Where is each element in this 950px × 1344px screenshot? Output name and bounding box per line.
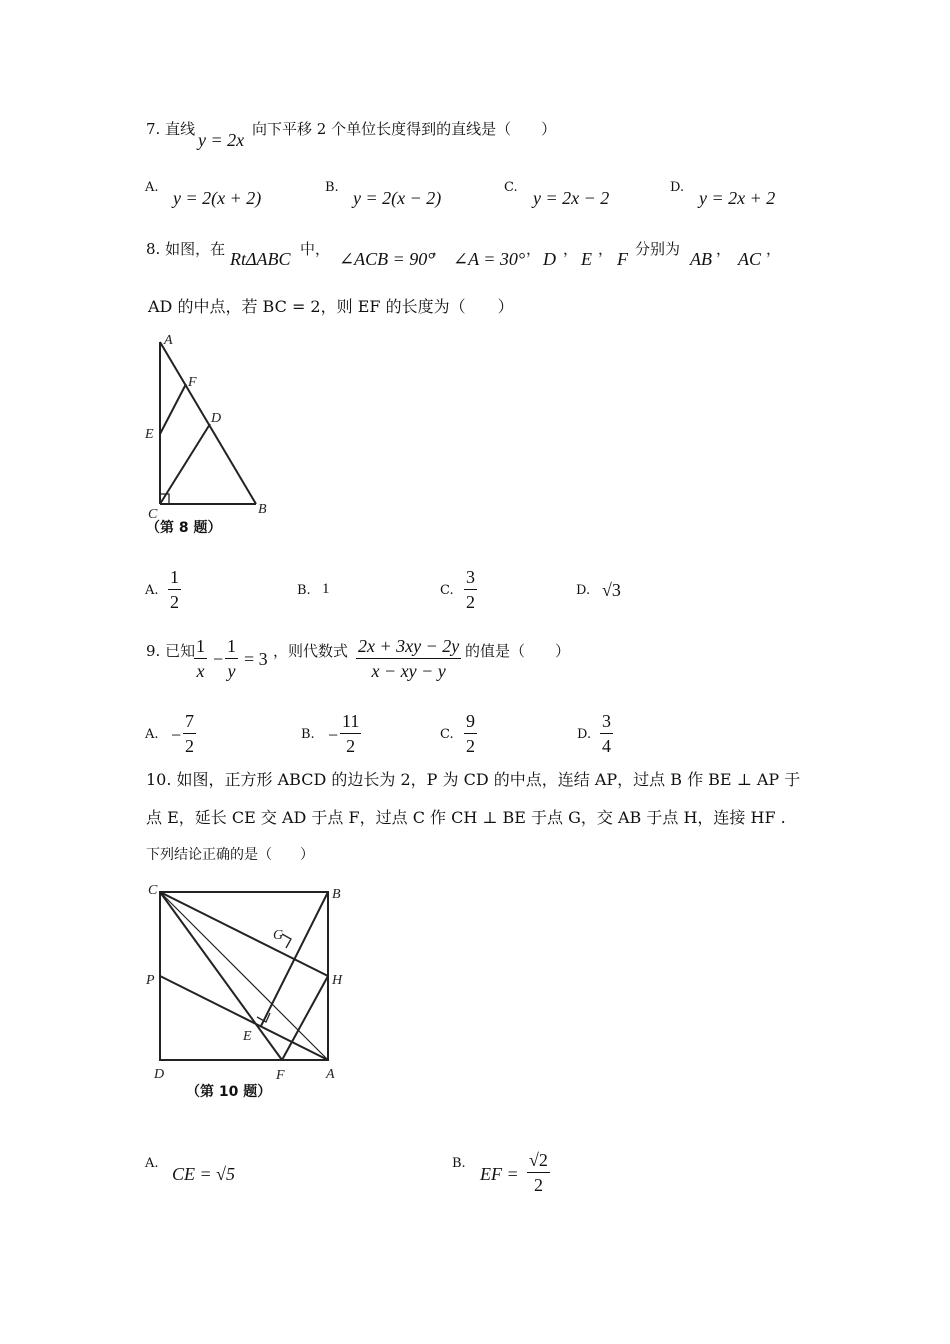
q10-segment-cf: [160, 892, 282, 1060]
q8-prefix: 8. 如图，在: [146, 240, 226, 258]
q8-label-f: F: [188, 375, 197, 390]
q10-line1: 10. 如图，正方形 ABCD 的边长为 2，P 为 CD 的中点，连结 AP，过点 B 作 BE ⊥ AP 于: [146, 770, 801, 789]
q10-label-h: H: [332, 973, 343, 988]
q9-minus: −: [213, 649, 224, 669]
q8-option-b: 1: [322, 581, 330, 597]
q9-equals: = 3: [244, 649, 268, 669]
q10-figure: [140, 876, 360, 1086]
q10-label-p: P: [146, 973, 155, 988]
q8-comma-1: ，: [432, 240, 448, 258]
q9-option-a-label: A.: [145, 727, 159, 742]
q8-option-d-label: D.: [576, 583, 591, 598]
q8-option-d: √3: [602, 580, 621, 600]
q10-option-b-den: 2: [533, 1175, 543, 1195]
q8-line2: AD 的中点，若 BC = 2，则 EF 的长度为（ ）: [148, 297, 514, 316]
q9-option-a-num: 7: [183, 712, 196, 734]
q10-option-b-num: √2: [527, 1151, 550, 1173]
q8-point-f: F: [617, 249, 628, 269]
q9-expression-num: 2x + 3xy − 2y: [356, 637, 461, 659]
q8-option-a-fraction: [168, 568, 181, 611]
q8-option-c-label: C.: [440, 583, 454, 598]
q9-option-c-num: 9: [464, 712, 477, 734]
q10-option-b-lhs: EF =: [480, 1164, 519, 1184]
q8-option-c-num: 3: [464, 568, 477, 590]
q8-point-e: E: [581, 249, 592, 269]
q8-comma-4: ，: [598, 240, 614, 258]
q10-label-b: B: [332, 887, 341, 902]
q10-line2: 点 E，延长 CE 交 AD 于点 F，过点 C 作 CH ⊥ BE 于点 G，交 AB 于点 H，连接 HF .: [146, 808, 786, 827]
q9-cond-num-2: 1: [225, 637, 238, 659]
q9-expression-den: x − xy − y: [371, 661, 446, 681]
q9-option-c-label: C.: [440, 727, 454, 742]
q9-cond-fraction-1: [194, 637, 207, 680]
q7-option-b-label: B.: [325, 180, 339, 195]
q9-option-b-sign: −: [328, 725, 339, 745]
q8-segment-cd: [160, 424, 210, 504]
q8-option-a-den: 2: [170, 592, 179, 612]
q10-segment-be: [261, 892, 328, 1026]
q10-option-b-fraction: [527, 1151, 550, 1194]
q9-option-b-label: B.: [301, 727, 315, 742]
q9-option-b-fraction: [340, 712, 361, 755]
q9-option-d-den: 4: [602, 736, 611, 756]
q8-option-a-label: A.: [145, 583, 159, 598]
q10-line3: 下列结论正确的是（ ）: [146, 847, 314, 863]
q10-label-g: G: [273, 928, 284, 943]
q7-suffix: 向下平移 2 个单位长度得到的直线是（ ）: [252, 120, 557, 138]
q7-option-d: y = 2x + 2: [699, 188, 776, 208]
q9-middle: ，则代数式: [273, 642, 349, 660]
q8-comma-2: ，: [526, 240, 542, 258]
q10-right-angle-g: [282, 934, 291, 948]
q9-option-a-sign: −: [171, 725, 182, 745]
q10-label-a: A: [326, 1067, 335, 1082]
q10-label-d: D: [154, 1067, 165, 1082]
q10-option-a: CE = √5: [172, 1164, 236, 1184]
q10-label-f: F: [276, 1068, 285, 1083]
q8-label-a: A: [164, 333, 173, 348]
q9-option-d-label: D.: [577, 727, 592, 742]
q8-label-d: D: [211, 411, 222, 426]
q8-comma-5: ，: [716, 240, 732, 258]
q10-right-angle-e: [257, 1013, 270, 1022]
q8-point-d: D: [543, 249, 556, 269]
q8-option-a-num: 1: [168, 568, 181, 590]
q8-option-b-label: B.: [297, 583, 311, 598]
q8-angle-acb: ∠ACB = 90°: [339, 249, 435, 269]
q8-segment-ab: AB: [690, 249, 712, 269]
q8-comma-3: ，: [563, 240, 579, 258]
q8-segment-ef: [160, 384, 186, 434]
q7-option-c-label: C.: [504, 180, 518, 195]
q9-cond-num-1: 1: [194, 637, 207, 659]
q9-cond-den-2: y: [227, 661, 236, 681]
q9-suffix: 的值是（ ）: [465, 642, 571, 660]
q9-option-b-num: 11: [340, 712, 361, 734]
q7-option-d-label: D.: [670, 180, 685, 195]
q10-figure-caption: （第 10 题）: [186, 1084, 272, 1100]
q10-label-c: C: [148, 883, 158, 898]
q9-cond-den-1: x: [196, 661, 205, 681]
q10-label-e: E: [243, 1029, 252, 1044]
q7-option-b: y = 2(x − 2): [353, 188, 442, 208]
q10-option-a-label: A.: [145, 1156, 159, 1171]
q10-option-b-label: B.: [452, 1156, 466, 1171]
q8-zhong: 中，: [300, 240, 331, 258]
q8-segment-ac: AC: [738, 249, 762, 269]
q7-option-c: y = 2x − 2: [533, 188, 610, 208]
q9-option-a-den: 2: [185, 736, 194, 756]
q9-option-b-den: 2: [346, 736, 356, 756]
q9-cond-fraction-2: [225, 637, 238, 680]
q9-option-a-fraction: [183, 712, 196, 755]
q9-prefix: 9. 已知: [146, 642, 196, 660]
q8-label-e: E: [145, 427, 154, 442]
q7-prefix: 7. 直线: [146, 120, 196, 138]
q8-angle-a: ∠A = 30°: [453, 249, 526, 269]
q9-option-c-fraction: [464, 712, 477, 755]
q8-option-c-fraction: [464, 568, 477, 611]
q9-expression-fraction: [356, 637, 461, 680]
q8-figure-caption: （第 8 题）: [146, 520, 222, 536]
q8-triangle: RtΔABC: [230, 249, 291, 269]
q10-segment-pa: [160, 976, 328, 1060]
q8-comma-6: ，: [766, 240, 782, 258]
q8-option-c-den: 2: [466, 592, 475, 612]
q8-label-c: C: [148, 507, 158, 522]
q8-figure: [140, 330, 340, 530]
q8-fenbie: 分别为: [635, 240, 681, 258]
q9-option-d-num: 3: [600, 712, 613, 734]
q10-segment-ch: [160, 892, 328, 976]
q8-label-b: B: [258, 502, 267, 517]
q7-option-a: y = 2(x + 2): [173, 188, 262, 208]
q7-option-a-label: A.: [145, 180, 159, 195]
q7-expression: y = 2x: [198, 130, 245, 150]
q9-option-c-den: 2: [466, 736, 475, 756]
q9-option-d-fraction: [600, 712, 613, 755]
